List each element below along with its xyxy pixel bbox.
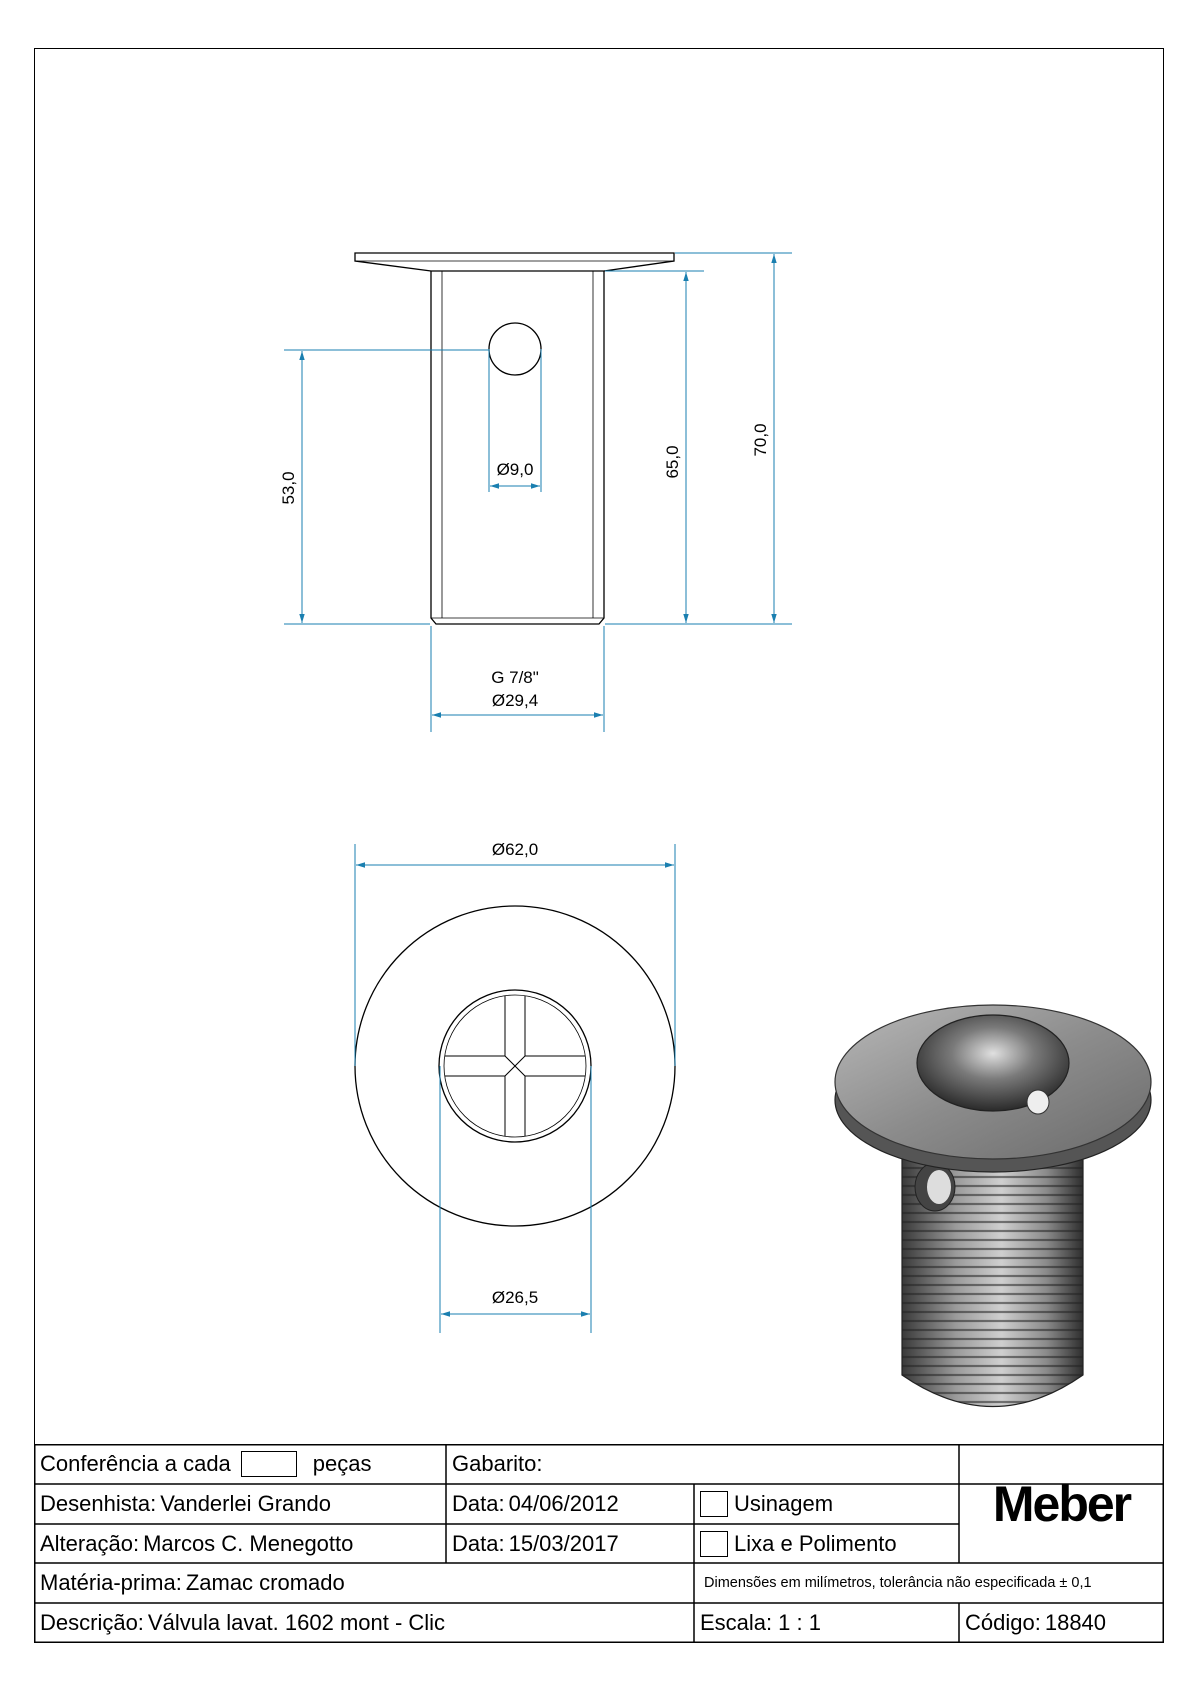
dim-bore-diameter: Ø26,5: [491, 1288, 539, 1307]
codigo-cell: [959, 1603, 1164, 1643]
logo-text: Meber: [992, 1476, 1131, 1532]
desenhista-cell: [34, 1484, 446, 1524]
alteracao-cell: [34, 1524, 446, 1563]
gabarito-label: Gabarito:: [452, 1451, 543, 1476]
alteracao-value: Marcos C. Menegotto: [143, 1530, 354, 1556]
top-view: [355, 906, 675, 1226]
materia-value: Zamac cromado: [185, 1570, 345, 1595]
cross-bars: [445, 996, 585, 1136]
conferencia-cell: [34, 1444, 446, 1484]
side-view-dimensions: [284, 253, 792, 732]
desenhista-value: Vanderlei Grando: [160, 1491, 331, 1516]
dim-hole-diameter: Ø9,0: [496, 460, 534, 479]
lixa-label: Lixa e Polimento: [734, 1530, 897, 1556]
body-outline: [431, 271, 604, 624]
data2-cell: [446, 1524, 694, 1563]
data2-label: Data:: [452, 1530, 505, 1556]
data1-value: 04/06/2012: [508, 1491, 619, 1516]
escala-label: Escala:: [700, 1610, 773, 1635]
lixa-checkbox[interactable]: [700, 1531, 728, 1557]
dim-body-height: 65,0: [663, 445, 682, 479]
usinagem-cell: [694, 1484, 959, 1524]
top-view-dimensions: [355, 844, 675, 1333]
meber-logo: [959, 1464, 1164, 1544]
dim-hole-height: 53,0: [279, 471, 298, 505]
tolerance-note: Dimensões em milímetros, tolerância não especificada ± 0,1: [704, 1574, 1092, 1591]
flange-outline: [355, 253, 674, 271]
usinagem-label: Usinagem: [734, 1491, 834, 1516]
materia-cell: [34, 1563, 694, 1603]
codigo-value: 18840: [1044, 1610, 1107, 1635]
escala-cell: [694, 1603, 959, 1643]
alteracao-label: Alteração:: [40, 1530, 140, 1556]
descricao-label: Descrição:: [40, 1610, 144, 1635]
conferencia-suffix: peças: [312, 1451, 372, 1476]
desenhista-label: Desenhista:: [40, 1491, 157, 1516]
tolerance-cell: [694, 1563, 1164, 1603]
dim-flange-diameter: Ø62,0: [491, 840, 539, 859]
dim-thread-diameter: Ø29,4: [491, 691, 539, 710]
descricao-value: Válvula lavat. 1602 mont - Clic: [147, 1610, 446, 1635]
data1-cell: [446, 1484, 694, 1524]
escala-value: 1 : 1: [778, 1610, 821, 1635]
codigo-label: Código:: [965, 1610, 1041, 1635]
isometric-render: [835, 1005, 1151, 1407]
dim-total-height: 70,0: [751, 423, 770, 457]
conferencia-quantity-box[interactable]: [241, 1451, 297, 1477]
side-view: [355, 253, 674, 624]
conferencia-label: Conferência a cada: [40, 1451, 231, 1476]
data2-value: 15/03/2017: [508, 1530, 619, 1556]
data1-label: Data:: [452, 1491, 505, 1516]
dim-thread-label: G 7/8": [491, 668, 539, 687]
title-block: [34, 1444, 1164, 1643]
usinagem-checkbox[interactable]: [700, 1491, 728, 1517]
side-hole: [489, 323, 541, 375]
gabarito-cell: [446, 1444, 959, 1484]
descricao-cell: [34, 1603, 694, 1643]
lixa-cell: [694, 1524, 959, 1563]
materia-label: Matéria-prima:: [40, 1570, 182, 1595]
